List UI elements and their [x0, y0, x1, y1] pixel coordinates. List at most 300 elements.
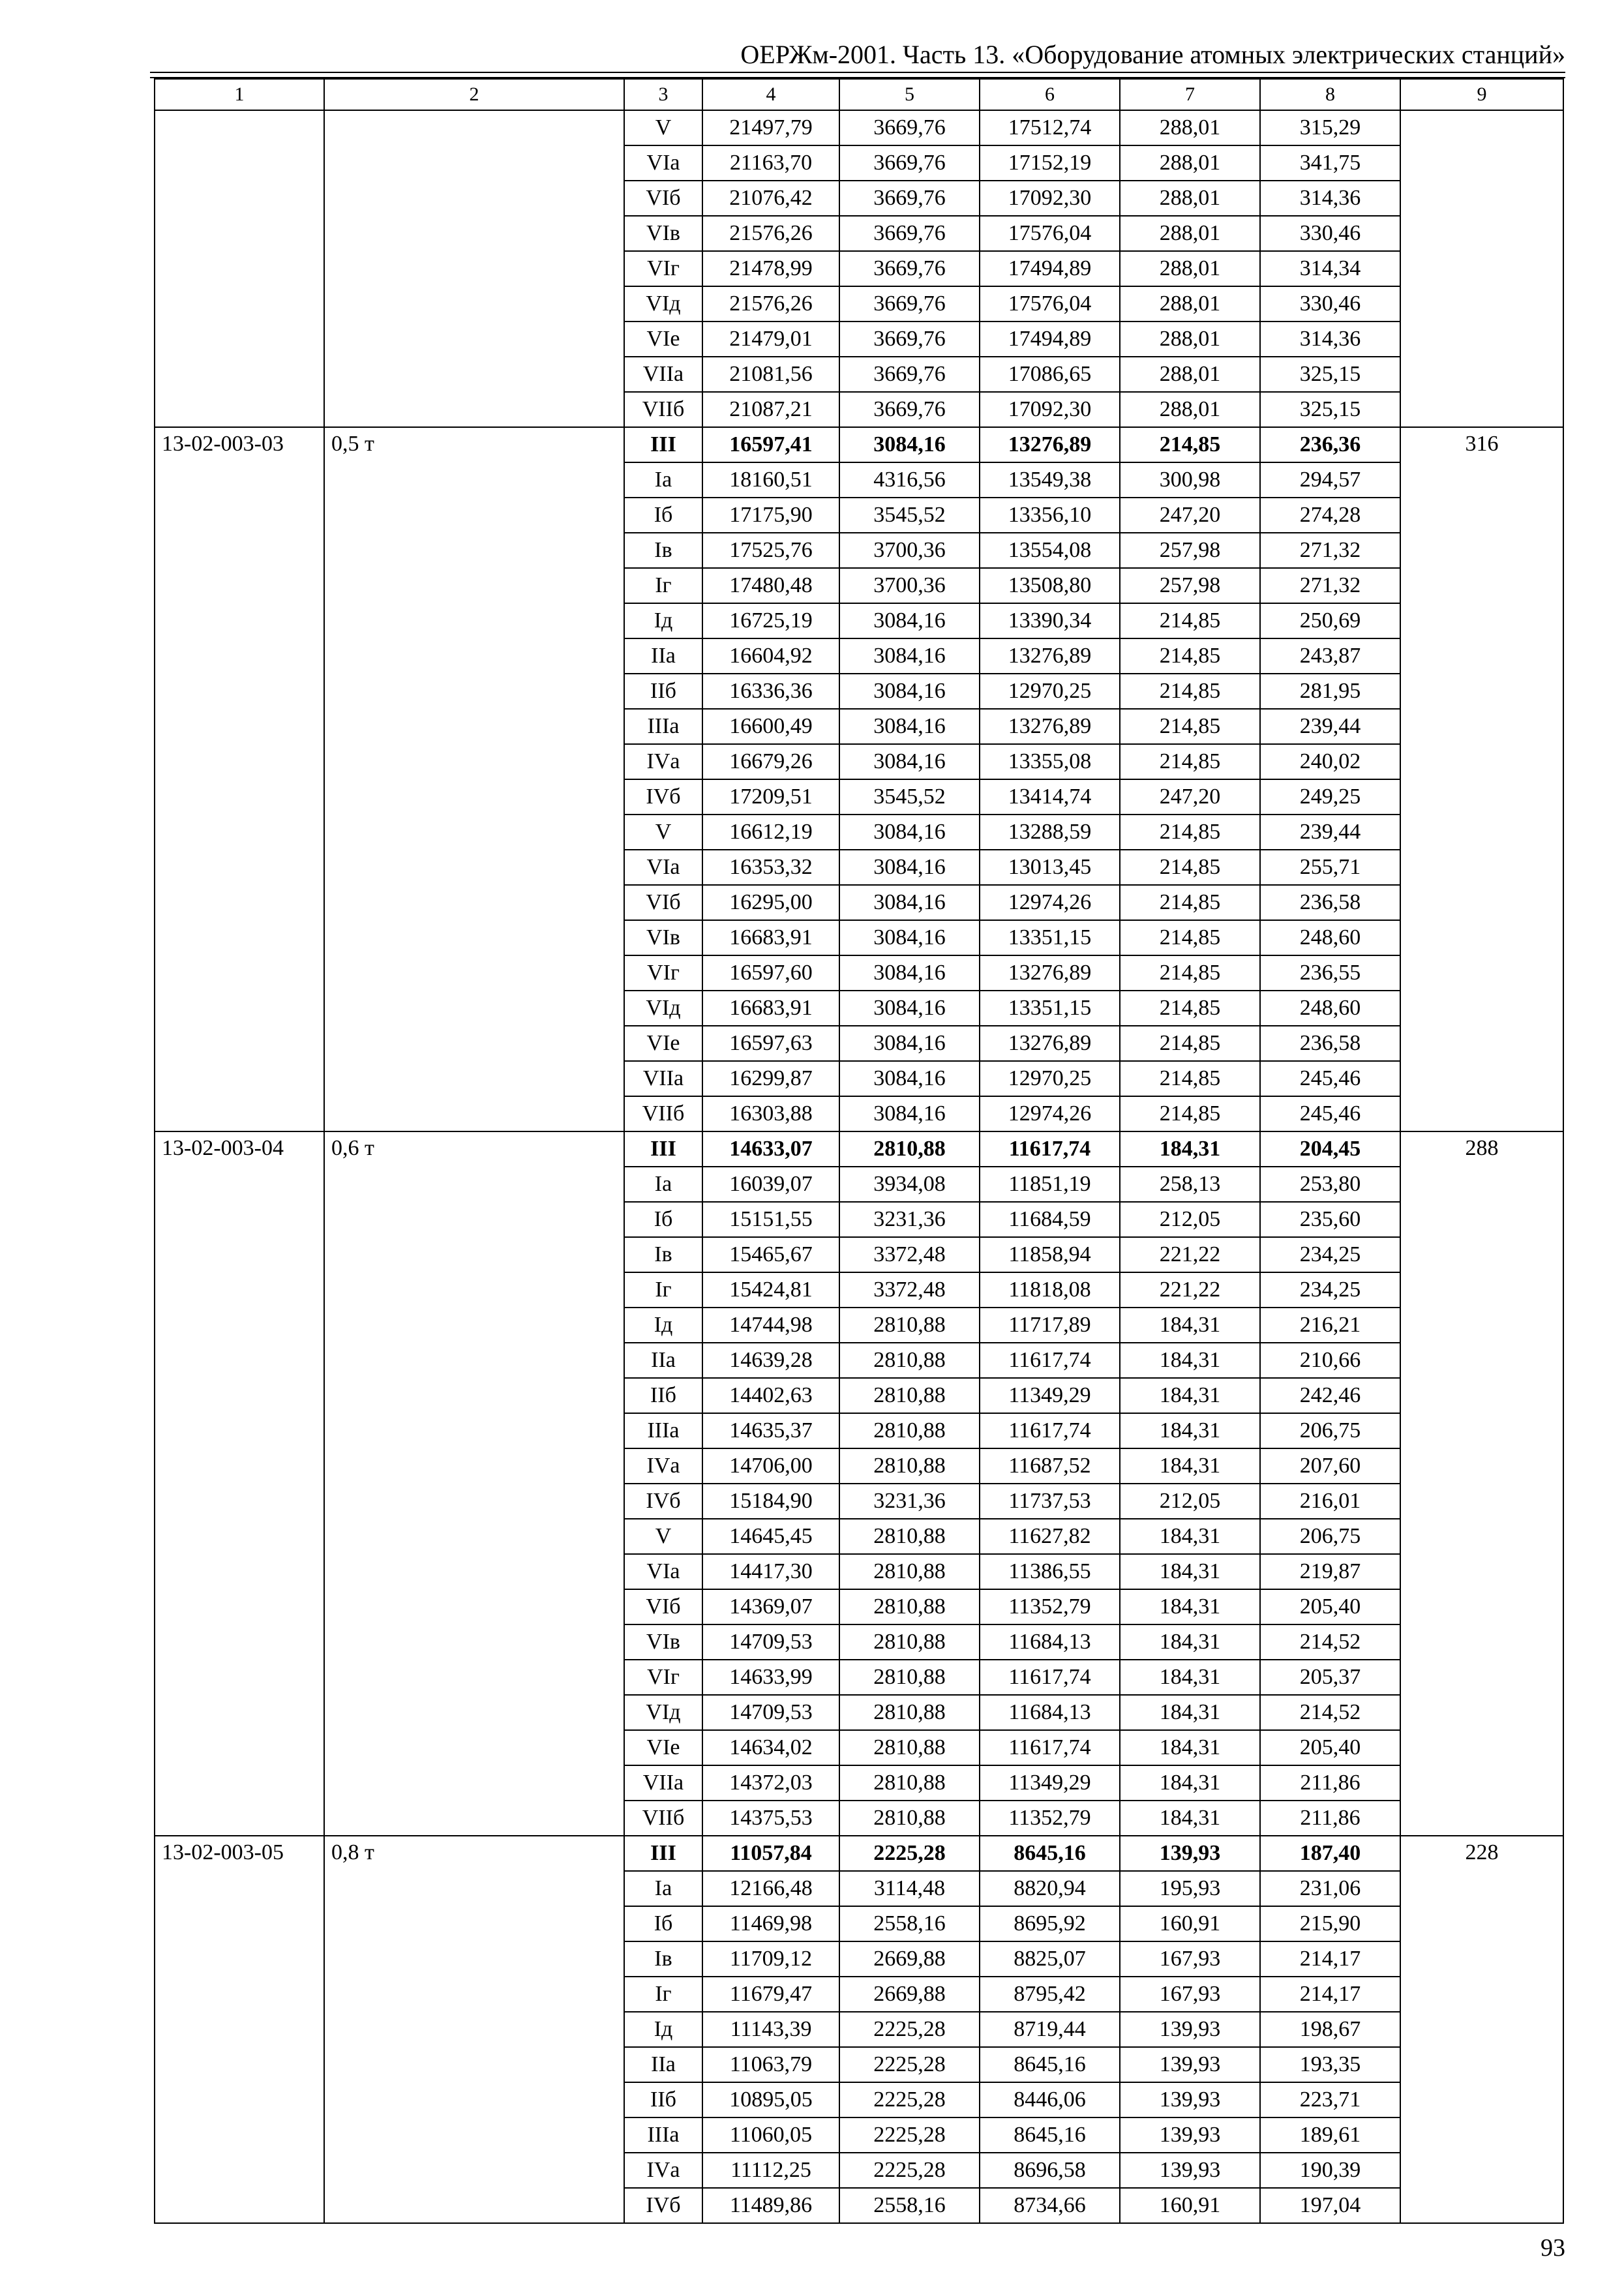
- rate-class-cell: IIа: [624, 638, 702, 674]
- machine-cost-cell: 139,93: [1120, 2047, 1260, 2082]
- total-cost-cell: 21497,79: [702, 110, 839, 145]
- rate-class-cell: VIа: [624, 145, 702, 181]
- materials-cost-cell: 234,25: [1260, 1237, 1400, 1272]
- rate-class-cell: IIIа: [624, 2117, 702, 2153]
- machine-cost-cell: 184,31: [1120, 1343, 1260, 1378]
- total-cost-cell: 16725,19: [702, 603, 839, 638]
- total-cost-cell: 16295,00: [702, 885, 839, 920]
- total-cost-cell: 15424,81: [702, 1272, 839, 1308]
- equipment-cost-cell: 8734,66: [980, 2188, 1120, 2223]
- equipment-cost-cell: 17494,89: [980, 251, 1120, 286]
- rate-class-cell: V: [624, 1519, 702, 1554]
- machine-cost-cell: 288,01: [1120, 357, 1260, 392]
- rate-class-cell: III: [624, 427, 702, 462]
- rate-class-cell: III: [624, 1836, 702, 1871]
- equipment-cost-cell: 13276,89: [980, 638, 1120, 674]
- column-number: 8: [1260, 79, 1400, 110]
- wages-cell: 3084,16: [839, 885, 980, 920]
- machine-cost-cell: 160,91: [1120, 1906, 1260, 1941]
- equipment-cost-cell: 11349,29: [980, 1765, 1120, 1801]
- total-cost-cell: 14369,07: [702, 1589, 839, 1624]
- total-cost-cell: 14634,02: [702, 1730, 839, 1765]
- wages-cell: 2225,28: [839, 2082, 980, 2117]
- rate-class-cell: IVб: [624, 1484, 702, 1519]
- wages-cell: 2669,88: [839, 1977, 980, 2012]
- equipment-cost-cell: 13554,08: [980, 533, 1120, 568]
- materials-cost-cell: 231,06: [1260, 1871, 1400, 1906]
- total-cost-cell: 16039,07: [702, 1167, 839, 1202]
- total-cost-cell: 15151,55: [702, 1202, 839, 1237]
- wages-cell: 3545,52: [839, 779, 980, 815]
- materials-cost-cell: 315,29: [1260, 110, 1400, 145]
- labor-hours-cell: 288: [1400, 1131, 1563, 1836]
- equipment-cost-cell: 8696,58: [980, 2153, 1120, 2188]
- equipment-cost-cell: 11818,08: [980, 1272, 1120, 1308]
- rate-class-cell: VIIб: [624, 1801, 702, 1836]
- materials-cost-cell: 219,87: [1260, 1554, 1400, 1589]
- materials-cost-cell: 325,15: [1260, 392, 1400, 427]
- total-cost-cell: 11143,39: [702, 2012, 839, 2047]
- wages-cell: 3084,16: [839, 1096, 980, 1131]
- rate-code-cell: 13-02-003-03: [155, 427, 324, 1131]
- total-cost-cell: 16612,19: [702, 815, 839, 850]
- equipment-cost-cell: 11349,29: [980, 1378, 1120, 1413]
- materials-cost-cell: 205,37: [1260, 1660, 1400, 1695]
- machine-cost-cell: 221,22: [1120, 1272, 1260, 1308]
- equipment-cost-cell: 11617,74: [980, 1730, 1120, 1765]
- equipment-cost-cell: 11352,79: [980, 1589, 1120, 1624]
- machine-cost-cell: 184,31: [1120, 1660, 1260, 1695]
- machine-cost-cell: 184,31: [1120, 1765, 1260, 1801]
- total-cost-cell: 17175,90: [702, 498, 839, 533]
- rate-class-cell: VIд: [624, 286, 702, 322]
- machine-cost-cell: 139,93: [1120, 2153, 1260, 2188]
- total-cost-cell: 11709,12: [702, 1941, 839, 1977]
- wages-cell: 3934,08: [839, 1167, 980, 1202]
- materials-cost-cell: 250,69: [1260, 603, 1400, 638]
- materials-cost-cell: 248,60: [1260, 920, 1400, 955]
- wages-cell: 2225,28: [839, 2012, 980, 2047]
- machine-cost-cell: 257,98: [1120, 533, 1260, 568]
- rate-class-cell: Iа: [624, 1871, 702, 1906]
- materials-cost-cell: 239,44: [1260, 709, 1400, 744]
- materials-cost-cell: 245,46: [1260, 1061, 1400, 1096]
- wages-cell: 3084,16: [839, 744, 980, 779]
- wages-cell: 2810,88: [839, 1448, 980, 1484]
- rate-class-cell: VIв: [624, 920, 702, 955]
- machine-cost-cell: 214,85: [1120, 744, 1260, 779]
- equipment-cost-cell: 8446,06: [980, 2082, 1120, 2117]
- rate-class-cell: VIIб: [624, 1096, 702, 1131]
- machine-cost-cell: 258,13: [1120, 1167, 1260, 1202]
- wages-cell: 3669,76: [839, 145, 980, 181]
- wages-cell: 2810,88: [839, 1589, 980, 1624]
- wages-cell: 2558,16: [839, 2188, 980, 2223]
- equipment-cost-cell: 13351,15: [980, 991, 1120, 1026]
- total-cost-cell: 21478,99: [702, 251, 839, 286]
- rate-class-cell: Iг: [624, 1272, 702, 1308]
- total-cost-cell: 11057,84: [702, 1836, 839, 1871]
- total-cost-cell: 12166,48: [702, 1871, 839, 1906]
- wages-cell: 3084,16: [839, 638, 980, 674]
- materials-cost-cell: 215,90: [1260, 1906, 1400, 1941]
- wages-cell: 3084,16: [839, 427, 980, 462]
- group-first-row: [155, 427, 1563, 462]
- machine-cost-cell: 221,22: [1120, 1237, 1260, 1272]
- column-number: 9: [1400, 79, 1563, 110]
- wages-cell: 2225,28: [839, 2153, 980, 2188]
- rate-class-cell: III: [624, 1131, 702, 1167]
- machine-cost-cell: 247,20: [1120, 498, 1260, 533]
- total-cost-cell: 16597,41: [702, 427, 839, 462]
- materials-cost-cell: 239,44: [1260, 815, 1400, 850]
- rate-code-cell: 13-02-003-05: [155, 1836, 324, 2223]
- wages-cell: 3669,76: [839, 181, 980, 216]
- machine-cost-cell: 139,93: [1120, 2117, 1260, 2153]
- equipment-cost-cell: 11684,13: [980, 1624, 1120, 1660]
- materials-cost-cell: 207,60: [1260, 1448, 1400, 1484]
- equipment-cost-cell: 11684,13: [980, 1695, 1120, 1730]
- rate-code-cell: 13-02-003-04: [155, 1131, 324, 1836]
- wages-cell: 2810,88: [839, 1554, 980, 1589]
- total-cost-cell: 11469,98: [702, 1906, 839, 1941]
- total-cost-cell: 14709,53: [702, 1695, 839, 1730]
- rate-class-cell: VIе: [624, 1026, 702, 1061]
- rate-class-cell: VIг: [624, 1660, 702, 1695]
- equipment-cost-cell: 12974,26: [980, 885, 1120, 920]
- total-cost-cell: 16353,32: [702, 850, 839, 885]
- total-cost-cell: 16679,26: [702, 744, 839, 779]
- column-number: 7: [1120, 79, 1260, 110]
- equipment-cost-cell: 11617,74: [980, 1131, 1120, 1167]
- group-first-row: [155, 1131, 1563, 1167]
- machine-cost-cell: 212,05: [1120, 1484, 1260, 1519]
- equipment-cost-cell: 13390,34: [980, 603, 1120, 638]
- wages-cell: 3084,16: [839, 603, 980, 638]
- total-cost-cell: 16303,88: [702, 1096, 839, 1131]
- total-cost-cell: 21576,26: [702, 286, 839, 322]
- wages-cell: 3084,16: [839, 955, 980, 991]
- materials-cost-cell: 216,21: [1260, 1308, 1400, 1343]
- rate-code-cell: [155, 110, 324, 427]
- materials-cost-cell: 314,34: [1260, 251, 1400, 286]
- equipment-cost-cell: 11352,79: [980, 1801, 1120, 1836]
- machine-cost-cell: 184,31: [1120, 1448, 1260, 1484]
- wages-cell: 3084,16: [839, 920, 980, 955]
- materials-cost-cell: 214,52: [1260, 1695, 1400, 1730]
- machine-cost-cell: 288,01: [1120, 110, 1260, 145]
- equipment-cost-cell: 17512,74: [980, 110, 1120, 145]
- wages-cell: 3669,76: [839, 251, 980, 286]
- materials-cost-cell: 235,60: [1260, 1202, 1400, 1237]
- materials-cost-cell: 205,40: [1260, 1589, 1400, 1624]
- materials-cost-cell: 325,15: [1260, 357, 1400, 392]
- equipment-cost-cell: 12970,25: [980, 1061, 1120, 1096]
- total-cost-cell: 15465,67: [702, 1237, 839, 1272]
- wages-cell: 2810,88: [839, 1730, 980, 1765]
- rate-class-cell: VIв: [624, 1624, 702, 1660]
- column-number: 6: [980, 79, 1120, 110]
- equipment-cost-cell: 11737,53: [980, 1484, 1120, 1519]
- equipment-cost-cell: 17086,65: [980, 357, 1120, 392]
- total-cost-cell: 14633,99: [702, 1660, 839, 1695]
- rate-name-cell: 0,8 т: [324, 1836, 624, 2223]
- wages-cell: 3114,48: [839, 1871, 980, 1906]
- equipment-cost-cell: 13549,38: [980, 462, 1120, 498]
- equipment-cost-cell: 12974,26: [980, 1096, 1120, 1131]
- equipment-cost-cell: 8719,44: [980, 2012, 1120, 2047]
- rate-class-cell: Iв: [624, 1237, 702, 1272]
- equipment-cost-cell: 11684,59: [980, 1202, 1120, 1237]
- column-number: 4: [702, 79, 839, 110]
- total-cost-cell: 14633,07: [702, 1131, 839, 1167]
- rate-class-cell: VIIа: [624, 357, 702, 392]
- total-cost-cell: 14706,00: [702, 1448, 839, 1484]
- machine-cost-cell: 184,31: [1120, 1131, 1260, 1167]
- labor-hours-cell: [1400, 110, 1563, 427]
- total-cost-cell: 21081,56: [702, 357, 839, 392]
- wages-cell: 2558,16: [839, 1906, 980, 1941]
- equipment-cost-cell: 11617,74: [980, 1660, 1120, 1695]
- machine-cost-cell: 214,85: [1120, 1096, 1260, 1131]
- wages-cell: 2669,88: [839, 1941, 980, 1977]
- machine-cost-cell: 184,31: [1120, 1308, 1260, 1343]
- materials-cost-cell: 211,86: [1260, 1801, 1400, 1836]
- rate-class-cell: IVа: [624, 1448, 702, 1484]
- machine-cost-cell: 214,85: [1120, 815, 1260, 850]
- rate-class-cell: Iв: [624, 533, 702, 568]
- materials-cost-cell: 236,55: [1260, 955, 1400, 991]
- wages-cell: 2810,88: [839, 1624, 980, 1660]
- machine-cost-cell: 214,85: [1120, 427, 1260, 462]
- equipment-cost-cell: 8695,92: [980, 1906, 1120, 1941]
- materials-cost-cell: 248,60: [1260, 991, 1400, 1026]
- wages-cell: 3669,76: [839, 216, 980, 251]
- equipment-cost-cell: 13288,59: [980, 815, 1120, 850]
- page-title: ОЕРЖм-2001. Часть 13. «Оборудование атомных электрических станций»: [740, 40, 1565, 69]
- machine-cost-cell: 214,85: [1120, 885, 1260, 920]
- total-cost-cell: 16683,91: [702, 920, 839, 955]
- rate-class-cell: IVб: [624, 779, 702, 815]
- materials-cost-cell: 240,02: [1260, 744, 1400, 779]
- rate-class-cell: VIIб: [624, 392, 702, 427]
- wages-cell: 3372,48: [839, 1237, 980, 1272]
- wages-cell: 3231,36: [839, 1484, 980, 1519]
- machine-cost-cell: 257,98: [1120, 568, 1260, 603]
- materials-cost-cell: 190,39: [1260, 2153, 1400, 2188]
- group-first-row: [155, 110, 1563, 145]
- materials-cost-cell: 198,67: [1260, 2012, 1400, 2047]
- equipment-cost-cell: 11687,52: [980, 1448, 1120, 1484]
- wages-cell: 2810,88: [839, 1519, 980, 1554]
- machine-cost-cell: 288,01: [1120, 181, 1260, 216]
- equipment-cost-cell: 8820,94: [980, 1871, 1120, 1906]
- total-cost-cell: 14372,03: [702, 1765, 839, 1801]
- total-cost-cell: 14645,45: [702, 1519, 839, 1554]
- rate-class-cell: VIб: [624, 181, 702, 216]
- materials-cost-cell: 193,35: [1260, 2047, 1400, 2082]
- rate-class-cell: Iв: [624, 1941, 702, 1977]
- total-cost-cell: 17480,48: [702, 568, 839, 603]
- total-cost-cell: 16299,87: [702, 1061, 839, 1096]
- rate-class-cell: VIе: [624, 1730, 702, 1765]
- rate-class-cell: Iа: [624, 462, 702, 498]
- rate-class-cell: IIб: [624, 1378, 702, 1413]
- wages-cell: 3372,48: [839, 1272, 980, 1308]
- total-cost-cell: 14635,37: [702, 1413, 839, 1448]
- materials-cost-cell: 294,57: [1260, 462, 1400, 498]
- machine-cost-cell: 184,31: [1120, 1624, 1260, 1660]
- wages-cell: 3700,36: [839, 533, 980, 568]
- rate-class-cell: Iд: [624, 1308, 702, 1343]
- equipment-cost-cell: 17576,04: [980, 216, 1120, 251]
- rate-class-cell: V: [624, 815, 702, 850]
- total-cost-cell: 11112,25: [702, 2153, 839, 2188]
- equipment-cost-cell: 13276,89: [980, 709, 1120, 744]
- equipment-cost-cell: 13351,15: [980, 920, 1120, 955]
- materials-cost-cell: 214,17: [1260, 1941, 1400, 1977]
- equipment-cost-cell: 17092,30: [980, 392, 1120, 427]
- page-number: 93: [1541, 2234, 1565, 2262]
- wages-cell: 3084,16: [839, 709, 980, 744]
- total-cost-cell: 17525,76: [702, 533, 839, 568]
- total-cost-cell: 14744,98: [702, 1308, 839, 1343]
- materials-cost-cell: 189,61: [1260, 2117, 1400, 2153]
- equipment-cost-cell: 11717,89: [980, 1308, 1120, 1343]
- equipment-cost-cell: 13508,80: [980, 568, 1120, 603]
- rate-class-cell: Iг: [624, 1977, 702, 2012]
- equipment-cost-cell: 13013,45: [980, 850, 1120, 885]
- rate-class-cell: Iа: [624, 1167, 702, 1202]
- materials-cost-cell: 197,04: [1260, 2188, 1400, 2223]
- total-cost-cell: 16597,63: [702, 1026, 839, 1061]
- rate-class-cell: IIIа: [624, 1413, 702, 1448]
- wages-cell: 2225,28: [839, 1836, 980, 1871]
- title-rule: [150, 72, 1565, 78]
- table-body: [155, 79, 1563, 2223]
- wages-cell: 2810,88: [839, 1131, 980, 1167]
- wages-cell: 4316,56: [839, 462, 980, 498]
- wages-cell: 3669,76: [839, 322, 980, 357]
- materials-cost-cell: 330,46: [1260, 216, 1400, 251]
- materials-cost-cell: 216,01: [1260, 1484, 1400, 1519]
- total-cost-cell: 21163,70: [702, 145, 839, 181]
- materials-cost-cell: 243,87: [1260, 638, 1400, 674]
- total-cost-cell: 18160,51: [702, 462, 839, 498]
- wages-cell: 3084,16: [839, 991, 980, 1026]
- wages-cell: 3669,76: [839, 110, 980, 145]
- materials-cost-cell: 245,46: [1260, 1096, 1400, 1131]
- equipment-cost-cell: 11858,94: [980, 1237, 1120, 1272]
- total-cost-cell: 16604,92: [702, 638, 839, 674]
- equipment-cost-cell: 8645,16: [980, 2047, 1120, 2082]
- rate-class-cell: Iг: [624, 568, 702, 603]
- machine-cost-cell: 160,91: [1120, 2188, 1260, 2223]
- total-cost-cell: 21479,01: [702, 322, 839, 357]
- materials-cost-cell: 187,40: [1260, 1836, 1400, 1871]
- rate-class-cell: IVб: [624, 2188, 702, 2223]
- equipment-cost-cell: 11627,82: [980, 1519, 1120, 1554]
- wages-cell: 2810,88: [839, 1660, 980, 1695]
- total-cost-cell: 17209,51: [702, 779, 839, 815]
- materials-cost-cell: 249,25: [1260, 779, 1400, 815]
- machine-cost-cell: 288,01: [1120, 251, 1260, 286]
- rate-class-cell: Iд: [624, 603, 702, 638]
- rate-class-cell: VIг: [624, 251, 702, 286]
- rate-class-cell: Iб: [624, 498, 702, 533]
- materials-cost-cell: 204,45: [1260, 1131, 1400, 1167]
- total-cost-cell: 21087,21: [702, 392, 839, 427]
- machine-cost-cell: 139,93: [1120, 1836, 1260, 1871]
- group-first-row: [155, 1836, 1563, 1871]
- total-cost-cell: 11679,47: [702, 1977, 839, 2012]
- rate-class-cell: VIд: [624, 1695, 702, 1730]
- machine-cost-cell: 184,31: [1120, 1730, 1260, 1765]
- machine-cost-cell: 184,31: [1120, 1554, 1260, 1589]
- wages-cell: 3669,76: [839, 357, 980, 392]
- machine-cost-cell: 247,20: [1120, 779, 1260, 815]
- wages-cell: 3545,52: [839, 498, 980, 533]
- materials-cost-cell: 274,28: [1260, 498, 1400, 533]
- rate-class-cell: VIг: [624, 955, 702, 991]
- machine-cost-cell: 184,31: [1120, 1589, 1260, 1624]
- materials-cost-cell: 214,52: [1260, 1624, 1400, 1660]
- machine-cost-cell: 214,85: [1120, 603, 1260, 638]
- materials-cost-cell: 210,66: [1260, 1343, 1400, 1378]
- labor-hours-cell: 228: [1400, 1836, 1563, 2223]
- equipment-cost-cell: 11851,19: [980, 1167, 1120, 1202]
- machine-cost-cell: 184,31: [1120, 1801, 1260, 1836]
- rate-class-cell: VIа: [624, 1554, 702, 1589]
- rate-class-cell: IIIа: [624, 709, 702, 744]
- materials-cost-cell: 253,80: [1260, 1167, 1400, 1202]
- materials-cost-cell: 236,58: [1260, 1026, 1400, 1061]
- rate-class-cell: Iб: [624, 1202, 702, 1237]
- materials-cost-cell: 271,32: [1260, 533, 1400, 568]
- wages-cell: 2810,88: [839, 1765, 980, 1801]
- column-number: 1: [155, 79, 324, 110]
- wages-cell: 2810,88: [839, 1378, 980, 1413]
- machine-cost-cell: 288,01: [1120, 286, 1260, 322]
- rate-name-cell: [324, 110, 624, 427]
- rate-class-cell: VIа: [624, 850, 702, 885]
- total-cost-cell: 21076,42: [702, 181, 839, 216]
- wages-cell: 2225,28: [839, 2117, 980, 2153]
- rate-name-cell: 0,5 т: [324, 427, 624, 1131]
- machine-cost-cell: 195,93: [1120, 1871, 1260, 1906]
- total-cost-cell: 11489,86: [702, 2188, 839, 2223]
- rate-class-cell: V: [624, 110, 702, 145]
- materials-cost-cell: 214,17: [1260, 1977, 1400, 2012]
- total-cost-cell: 15184,90: [702, 1484, 839, 1519]
- materials-cost-cell: 206,75: [1260, 1413, 1400, 1448]
- rate-class-cell: VIIа: [624, 1061, 702, 1096]
- wages-cell: 3669,76: [839, 392, 980, 427]
- machine-cost-cell: 167,93: [1120, 1977, 1260, 2012]
- column-number: 3: [624, 79, 702, 110]
- rate-class-cell: VIд: [624, 991, 702, 1026]
- materials-cost-cell: 211,86: [1260, 1765, 1400, 1801]
- wages-cell: 3084,16: [839, 1026, 980, 1061]
- machine-cost-cell: 167,93: [1120, 1941, 1260, 1977]
- materials-cost-cell: 330,46: [1260, 286, 1400, 322]
- rate-class-cell: VIб: [624, 1589, 702, 1624]
- rate-class-cell: IIа: [624, 2047, 702, 2082]
- equipment-cost-cell: 8645,16: [980, 1836, 1120, 1871]
- equipment-cost-cell: 17576,04: [980, 286, 1120, 322]
- total-cost-cell: 14639,28: [702, 1343, 839, 1378]
- total-cost-cell: 16683,91: [702, 991, 839, 1026]
